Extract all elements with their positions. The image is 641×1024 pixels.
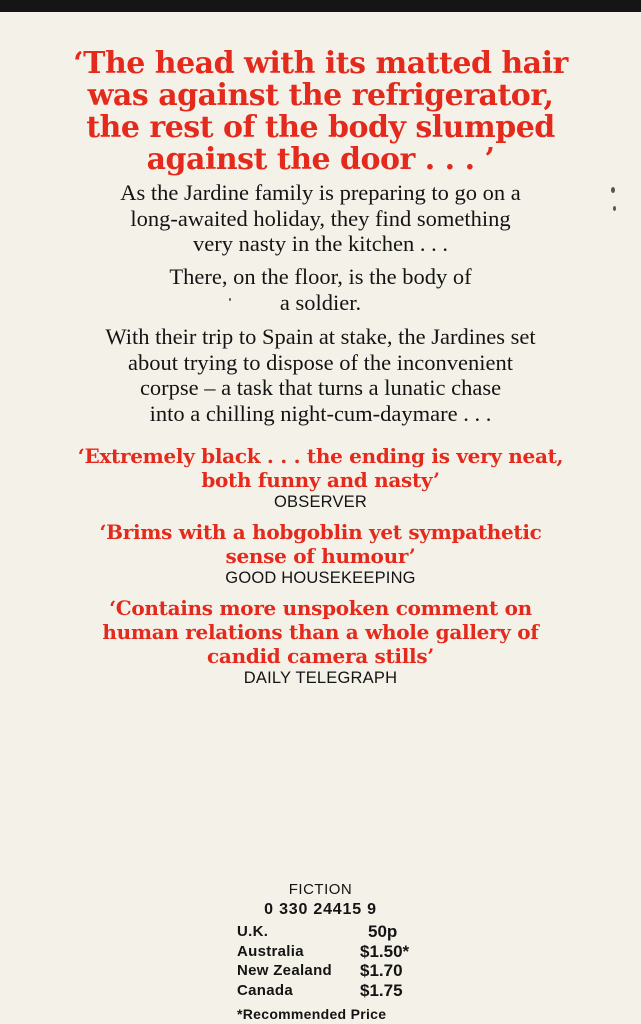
price-list [237,922,457,1000]
blurb-line: about trying to dispose of the inconvenient [128,349,513,375]
headline-line: was against the refrigerator, [87,78,554,113]
review-quote-good-housekeeping [0,520,641,568]
price-row [237,922,457,942]
headline-excerpt [0,48,641,176]
price-region: Canada [237,981,293,999]
price-region: New Zealand [237,962,332,979]
blurb-paragraph-2 [0,264,641,315]
paper-speck [611,187,615,193]
isbn-number: 0 330 24415 9 [264,901,377,918]
paper-speck [229,298,231,301]
blurb-line: into a chilling night-cum-daymare . . . [149,400,492,426]
review-quote-line: human relations than a whole gallery of [102,620,539,644]
category-label: FICTION [288,881,353,898]
review-quote-line: ‘Contains more unspoken comment on [109,596,532,620]
price-footnote: *Recommended Price [237,1006,387,1022]
price-amount: $1.50* [360,941,410,961]
blurb-line: As the Jardine family is preparing to go on a [120,180,521,205]
price-region: Australia [237,942,304,960]
blurb-line: With their trip to Spain at stake, the Jardines set [105,324,536,349]
review-quote-line: both funny and nasty’ [201,468,440,492]
price-region: U.K. [237,923,269,940]
price-row [237,961,457,981]
price-amount: $1.70 [360,961,403,980]
review-quote-line: ‘Brims with a hobgoblin yet sympathetic [99,520,542,544]
blurb-paragraph-3 [0,324,641,426]
blurb-line: corpse – a task that turns a lunatic chase [139,375,502,400]
headline-line: the rest of the body slumped [86,110,555,145]
paper-speck [613,206,616,211]
review-quote-line: candid camera stills’ [207,644,434,668]
review-quote-observer [0,444,641,492]
price-row [237,981,457,1001]
review-source: GOOD HOUSEKEEPING [225,569,416,587]
blurb-paragraph-1 [0,180,641,257]
price-row [237,942,457,962]
review-quote-line: ‘Extremely black . . . the ending is very neat, [77,444,564,468]
headline-line: ‘The head with its matted hair [73,46,568,81]
blurb-line: There, on the floor, is the body of [169,264,472,289]
review-source: OBSERVER [274,493,367,511]
blurb-line: very nasty in the kitchen . . . [193,231,448,256]
headline-line: against the door . . . ’ [146,142,495,177]
blurb-line: a soldier. [279,289,362,315]
review-quote-daily-telegraph [0,596,641,668]
review-source: DAILY TELEGRAPH [243,669,398,687]
book-back-cover [0,12,641,1024]
price-amount: $1.75 [360,980,403,1000]
review-quote-line: sense of humour’ [225,544,416,568]
blurb-line: long-awaited holiday, they find something [130,205,511,231]
price-amount: 50p [368,922,398,941]
